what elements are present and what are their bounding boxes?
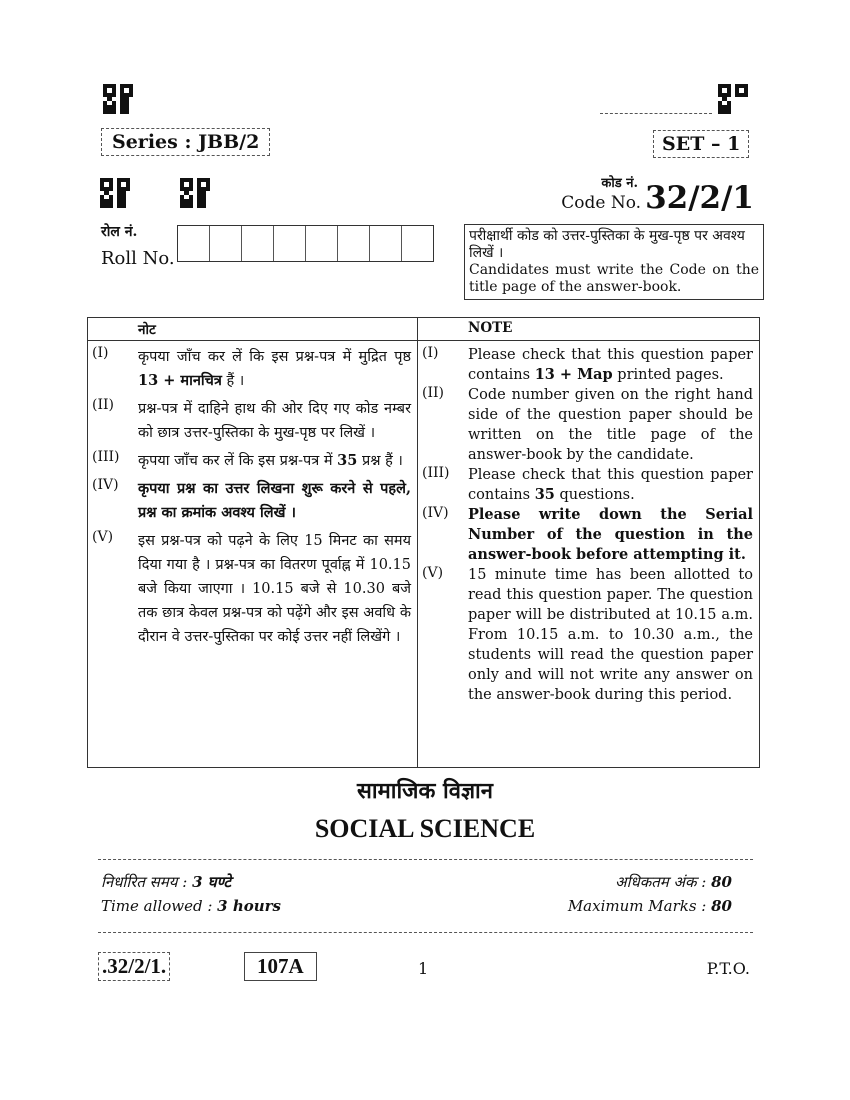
note-item-text: Please write down the Serial Number of the question in the answer-book before attempting it. <box>468 506 753 563</box>
note-item <box>418 385 759 465</box>
time-allowed-hindi: निर्धारित समय : 3 घण्टे <box>101 873 232 891</box>
note-item <box>88 449 417 473</box>
roll-number-digit-box[interactable] <box>210 226 242 261</box>
note-item-number: (V) <box>92 529 114 545</box>
candidate-note-hindi: परीक्षार्थी कोड को उत्तर-पुस्तिका के मुख-पृष्ठ पर अवश्य लिखें । <box>469 228 745 261</box>
note-item <box>88 397 417 445</box>
roll-label-hindi: रोल नं. <box>101 224 138 240</box>
note-item-number: (I) <box>422 345 439 361</box>
code-value: 32/2/1 <box>645 180 754 216</box>
roll-number-digit-box[interactable] <box>178 226 210 261</box>
candidate-instruction-box <box>464 224 764 300</box>
note-item <box>418 345 759 385</box>
qr-code-icon <box>180 178 210 208</box>
time-allowed-english: Time allowed : 3 hours <box>101 897 281 915</box>
notes-hindi-column <box>88 318 418 768</box>
code-label-english: Code No. <box>561 193 642 213</box>
pto-label: P.T.O. <box>706 959 750 978</box>
note-item-text: कृपया प्रश्न का उत्तर लिखना शुरू करने से पहले, प्रश्न का क्रमांक अवश्य लिखें । <box>138 480 411 521</box>
note-item-text: Please check that this question paper contains 35 questions. <box>468 467 753 503</box>
notes-english-column <box>418 318 760 768</box>
roll-number-digit-box[interactable] <box>242 226 274 261</box>
notes-table <box>87 317 760 768</box>
note-item-text: 15 minute time has been allotted to read this question paper. The question paper will be distributed at 10.15 a.m. From 10.15 a.m. to 10.30 a.m., the students will read the question paper only and will not write any answer on the answer-book during this period. <box>468 567 753 703</box>
note-item <box>88 345 417 393</box>
note-item-number: (II) <box>422 385 444 401</box>
notes-english-header: NOTE <box>418 318 759 341</box>
series-label: Series : JBB/2 <box>101 128 270 156</box>
roll-number-digit-box[interactable] <box>306 226 338 261</box>
qr-code-icon <box>103 84 133 114</box>
max-marks-english: Maximum Marks : 80 <box>567 897 732 915</box>
note-item-number: (IV) <box>92 477 119 493</box>
note-item-text: प्रश्न-पत्र में दाहिने हाथ की ओर दिए गए कोड नम्बर को छात्र उत्तर-पुस्तिका के मुख-पृष्ठ पर लिखें । <box>138 401 411 441</box>
set-label: SET – 1 <box>653 130 749 158</box>
note-item <box>418 565 759 705</box>
subject-title-hindi: सामाजिक विज्ञान <box>357 778 493 804</box>
candidate-note-english: Candidates must write the Code on the title page of the answer-book. <box>469 262 759 295</box>
note-item <box>418 465 759 505</box>
qr-code-icon <box>100 178 130 208</box>
note-item-text: इस प्रश्न-पत्र को पढ़ने के लिए 15 मिनट का समय दिया गया है । प्रश्न-पत्र का वितरण पूर्वाह्न में 10.15 बजे किया जाएगा । 10.15 बजे से 10.30 बजे तक छात्र केवल प्रश्न-पत्र को पढ़ेंगे और इस अवधि के दौरान वे उत्तर-पुस्तिका पर कोई उत्तर नहीं लिखेंगे । <box>138 533 411 645</box>
note-item <box>88 529 417 649</box>
dashed-rule <box>600 113 712 114</box>
note-item <box>418 505 759 565</box>
dashed-rule <box>98 932 753 933</box>
note-item-text: कृपया जाँच कर लें कि इस प्रश्न-पत्र में 35 प्रश्न हैं । <box>138 452 403 469</box>
roll-number-digit-box[interactable] <box>274 226 306 261</box>
dashed-rule <box>98 859 753 860</box>
roll-number-digit-box[interactable] <box>402 226 433 261</box>
code-label-hindi: कोड नं. <box>601 176 638 191</box>
note-item-number: (III) <box>422 465 450 481</box>
footer-booklet-code: 107A <box>244 952 317 981</box>
qr-code-icon <box>718 84 748 114</box>
code-number <box>561 180 754 216</box>
roll-number-digit-box[interactable] <box>370 226 402 261</box>
note-item-text: कृपया जाँच कर लें कि इस प्रश्न-पत्र में मुद्रित पृष्ठ 13 + मानचित्र हैं । <box>138 349 411 389</box>
note-item-number: (IV) <box>422 505 449 521</box>
note-item-number: (III) <box>92 449 120 465</box>
note-item-number: (I) <box>92 345 109 361</box>
footer-paper-code: .32/2/1. <box>98 952 170 981</box>
subject-title-english: SOCIAL SCIENCE <box>314 814 536 843</box>
note-item-text: Please check that this question paper contains 13 + Map printed pages. <box>468 347 753 383</box>
roll-label-english: Roll No. <box>101 248 175 269</box>
note-item-number: (V) <box>422 565 444 581</box>
note-item-text: Code number given on the right hand side of the question paper should be written on the title page of the answer-book by the candidate. <box>468 387 753 463</box>
max-marks-hindi: अधिकतम अंक : 80 <box>615 873 732 891</box>
roll-number-boxes[interactable] <box>177 225 434 262</box>
note-item <box>88 477 417 525</box>
note-item-number: (II) <box>92 397 114 413</box>
page-number: 1 <box>418 959 429 978</box>
roll-number-digit-box[interactable] <box>338 226 370 261</box>
notes-hindi-header: नोट <box>88 318 417 341</box>
